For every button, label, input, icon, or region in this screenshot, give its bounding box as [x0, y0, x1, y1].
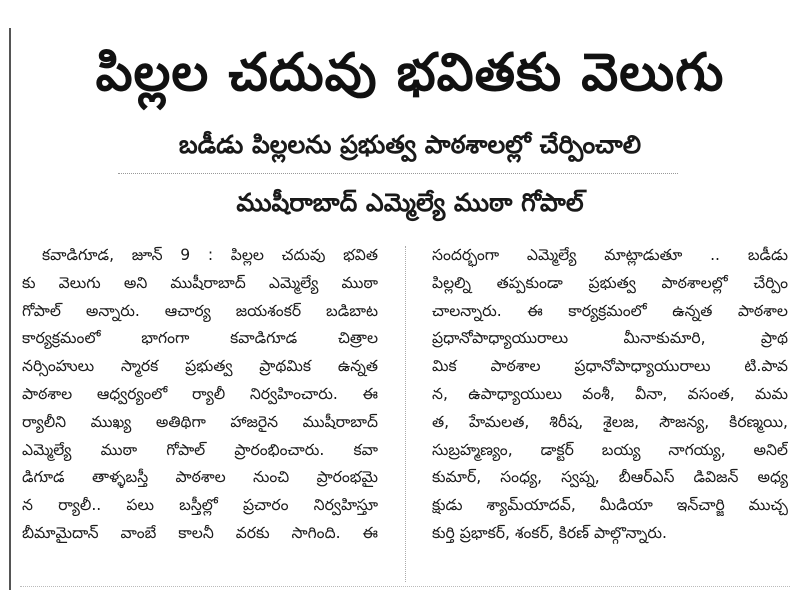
body-line: పాఠశాల ఆధ్వర్యంలో ర్యాలీ నిర్వహించారు. ఈ [22, 384, 378, 403]
body-column-left [22, 242, 378, 548]
body-line: త, హేమలత, శిరీష, శైలజ, సౌజన్య, కిరణ్మయి, [432, 412, 788, 431]
body-line: పిల్లల్ని తప్పకుండా ప్రభుత్వ పాఠశాలల్లో చేర్పిం [432, 273, 788, 292]
deck-line-1: బడీడు పిల్లలను ప్రభుత్వ పాఠశాలల్లో చేర్పించాలి [178, 130, 642, 159]
body-line: కుమార్, సంధ్య, స్వప్న, బీఆర్ఎస్ డివిజన్ అధ్య [432, 468, 788, 487]
deck-divider [118, 173, 678, 174]
body-line: నర్సింహులు స్మారక ప్రభుత్వ ప్రాథమిక ఉన్నత [22, 357, 378, 376]
body-line: ర్యాలీని ముఖ్య అతిథిగా హాజరైన ముషీరాబాద్ [22, 412, 378, 431]
column-rule-left [9, 28, 11, 590]
body-line: ప్రధానోపాధ్యాయురాలు మీనాకుమారి, ప్రాథ [432, 329, 788, 348]
body-line: గోపాల్ అన్నారు. ఆచార్య జయశంకర్ బడిబాట [22, 301, 378, 320]
body-line: కు వెలుగు అని ముషీరాబాద్ ఎమ్మెల్యే ముఠా [22, 273, 378, 292]
body-line: న, ఉపాధ్యాయులు వంశీ, వీనా, వసంత, మమ [432, 384, 788, 403]
bottom-rule [20, 586, 790, 587]
headline: పిల్లల చదువు భవితకు వెలుగు [95, 43, 725, 103]
body-line: కవాడిగూడ, జూన్ 9 : పిల్లల చదువు భవిత [42, 246, 378, 264]
column-divider [405, 246, 406, 582]
body-line: డిగూడ తాళ్ళబస్తీ పాఠశాల నుంచి ప్రారంభమై [22, 468, 378, 487]
deck-line-2: ముషీరాబాద్ ఎమ్మెల్యే ముఠా గోపాల్ [236, 188, 584, 217]
body-line: చాలన్నారు. ఈ కార్యక్రమంలో ఉన్నత పాఠశాల [432, 301, 788, 320]
body-column-right [432, 242, 788, 548]
body-line: సందర్భంగా ఎమ్మెల్యే మాట్లాడుతూ .. బడీడు [432, 246, 788, 264]
body-line: న ర్యాలీ.. పలు బస్తీల్లో ప్రచారం నిర్వహిస్తూ [22, 496, 378, 515]
body-line: క్షుడు శ్యామ్‌యాదవ్, మీడియా ఇన్‌చార్జి ముచ్చ [432, 496, 788, 515]
body-line: ఎమ్మెల్యే ముఠా గోపాల్ ప్రారంభించారు. కవా [22, 440, 378, 459]
body-line: మిక పాఠశాల ప్రధానోపాధ్యాయురాలు టి.పావ [432, 357, 788, 376]
body-line: సుబ్రహ్మణ్యం, డాక్టర్ బయ్య నాగయ్య, అనిల్ [432, 440, 788, 459]
body-line: కార్యక్రమంలో భాగంగా కవాడిగూడ చిత్రాల [22, 329, 378, 348]
body-line: కుర్తి ప్రభాకర్, శంకర్, కిరణ్ పాల్గొన్నారు. [432, 523, 667, 542]
body-line: బీమామైదాన్ వాంబే కాలనీ వరకు సాగింది. ఈ [22, 523, 378, 542]
